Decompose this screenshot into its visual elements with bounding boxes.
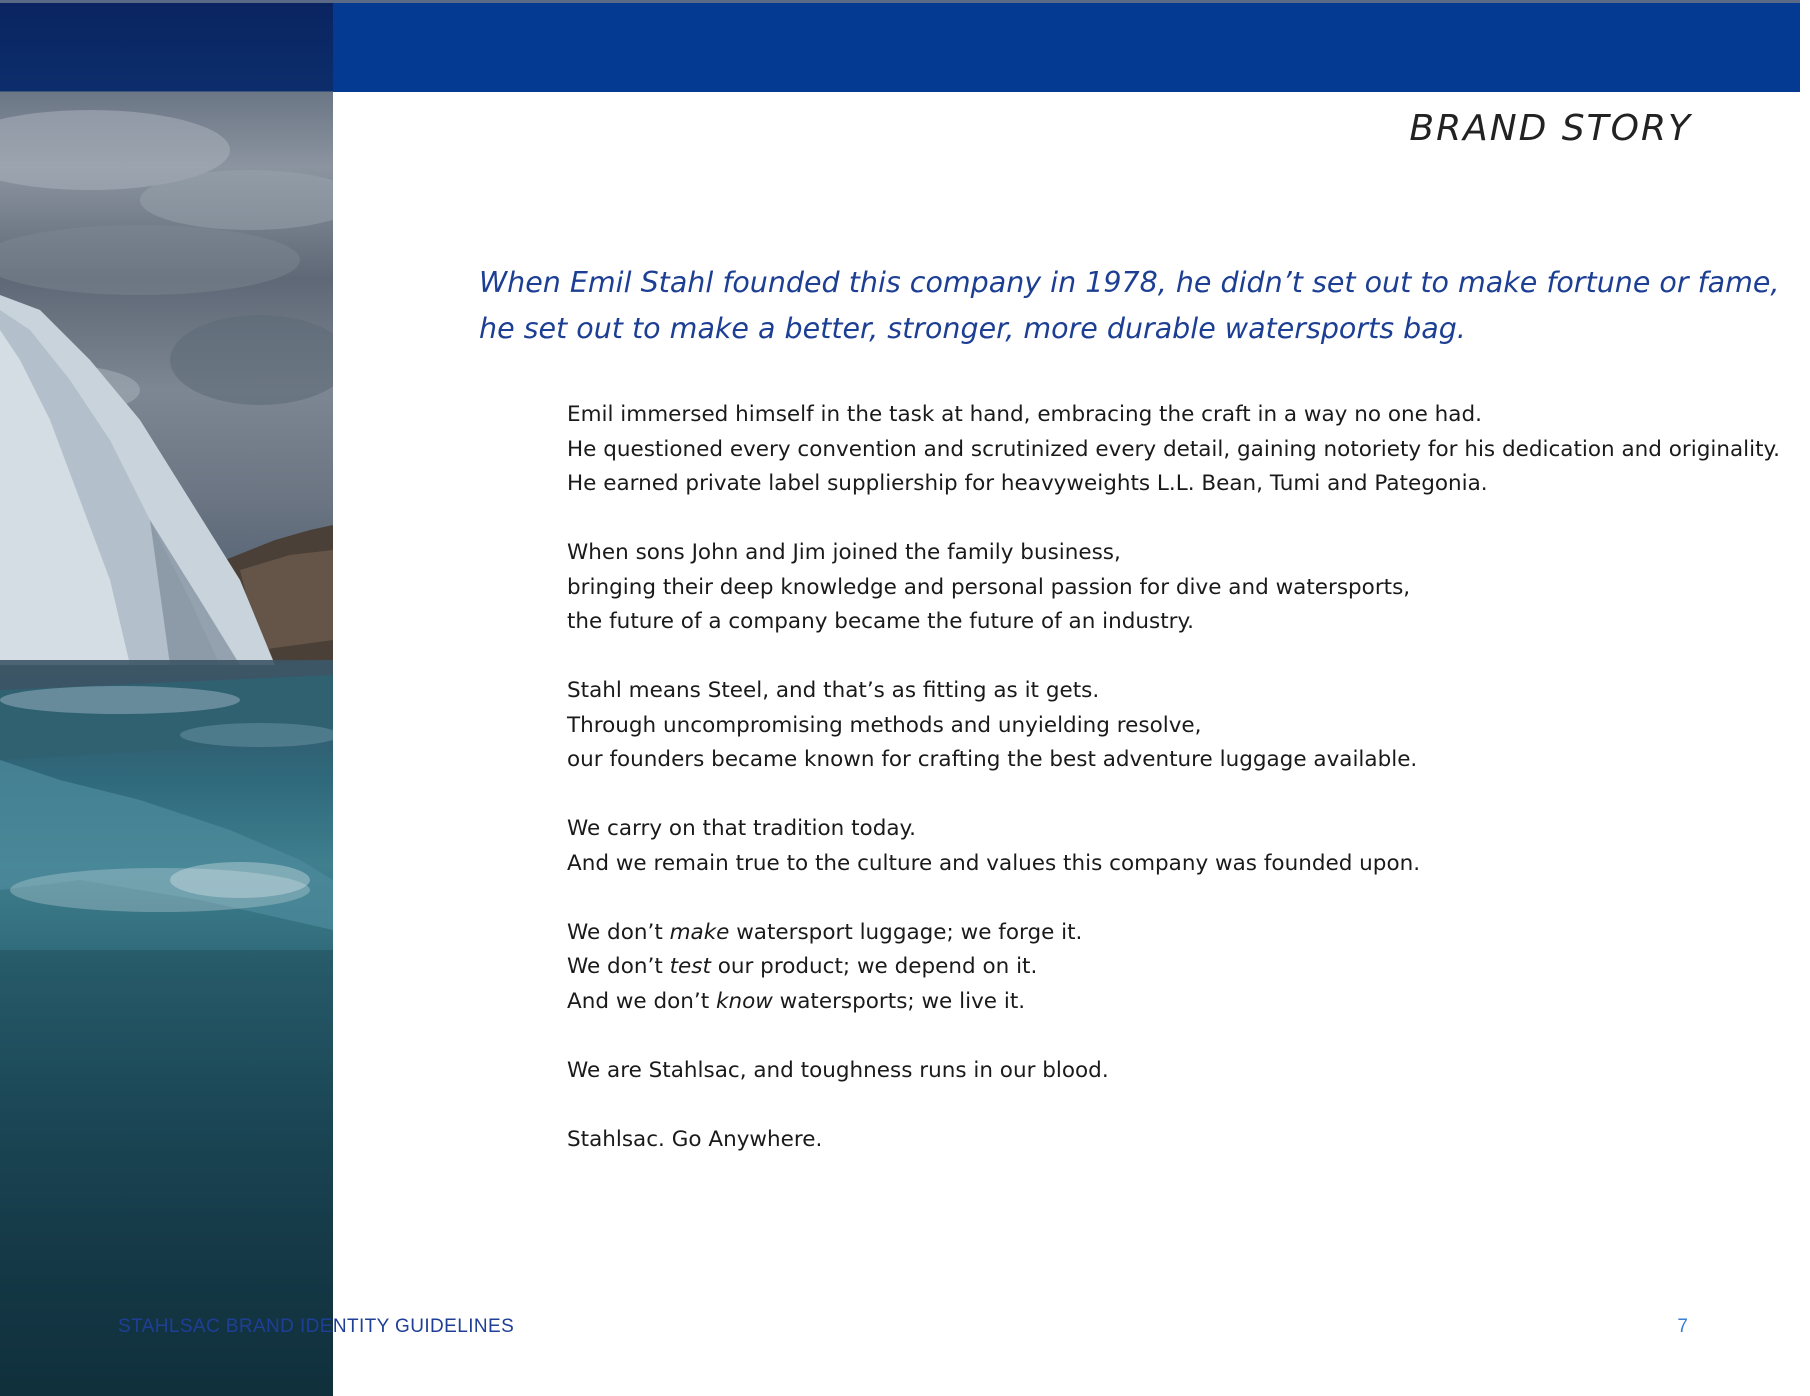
page-number: 7 [1677, 1316, 1688, 1337]
body-line: When sons John and Jim joined the family business, [567, 540, 1121, 565]
body-line: And we remain true to the culture and values this company was founded upon. [567, 850, 1421, 876]
emphasis: make [669, 919, 730, 945]
paragraph [567, 398, 1781, 502]
lead-quote [479, 260, 1780, 352]
body-line [567, 985, 1757, 1020]
body-line: Through uncompromising methods and unyielding resolve, [567, 712, 1202, 738]
line-text: watersport luggage; we forge it. [729, 919, 1083, 945]
footer-title: STAHLSAC BRAND IDENTITY GUIDELINES [118, 1316, 515, 1337]
paragraph [567, 1054, 1757, 1089]
body-line [567, 916, 1757, 951]
lead-line: When Emil Stahl founded this company in 1978, he didn’t set out to make fortune or fame, [479, 266, 1780, 299]
body-line: Stahlsac. Go Anywhere. [567, 1126, 823, 1152]
body-line: He earned private label suppliership for heavyweights L.L. Bean, Tumi and Pategonia. [567, 471, 1488, 496]
body-line: Emil immersed himself in the task at hand, embracing the craft in a way no one had. [567, 402, 1482, 427]
emphasis: test [669, 954, 711, 979]
body-line: our founders became known for crafting the best adventure luggage available. [567, 747, 1418, 772]
line-text: our product; we depend on it. [710, 954, 1038, 979]
iceberg-illustration [0, 0, 333, 1396]
body-line: bringing their deep knowledge and personal passion for dive and watersports, [567, 574, 1411, 600]
section-title: BRAND STORY [1409, 108, 1692, 149]
paragraph [567, 812, 1757, 881]
line-text: We don’t [567, 954, 670, 979]
header-band [333, 3, 1810, 92]
body-line: We are Stahlsac, and toughness runs in our blood. [567, 1057, 1109, 1083]
paragraph [567, 674, 1757, 778]
line-text: And we don’t [567, 988, 716, 1014]
body-line: the future of a company became the future of an industry. [567, 609, 1194, 634]
lead-line: he set out to make a better, stronger, more durable watersports bag. [479, 312, 1466, 345]
body-copy [567, 398, 1781, 1192]
body-line: We carry on that tradition today. [567, 816, 917, 841]
emphasis: know [716, 988, 773, 1014]
page-right-margin [1800, 0, 1810, 1396]
line-text: We don’t [567, 919, 670, 945]
body-line: He questioned every convention and scrutinized every detail, gaining notoriety for his dedication and originality. [567, 436, 1781, 462]
paragraph [567, 916, 1757, 1020]
body-line [567, 950, 1757, 985]
body-line: Stahl means Steel, and that’s as fitting as it gets. [567, 678, 1100, 703]
iceberg-photo [0, 0, 333, 1396]
line-text: watersports; we live it. [772, 988, 1026, 1014]
paragraph [567, 536, 1757, 640]
paragraph [567, 1123, 1757, 1158]
